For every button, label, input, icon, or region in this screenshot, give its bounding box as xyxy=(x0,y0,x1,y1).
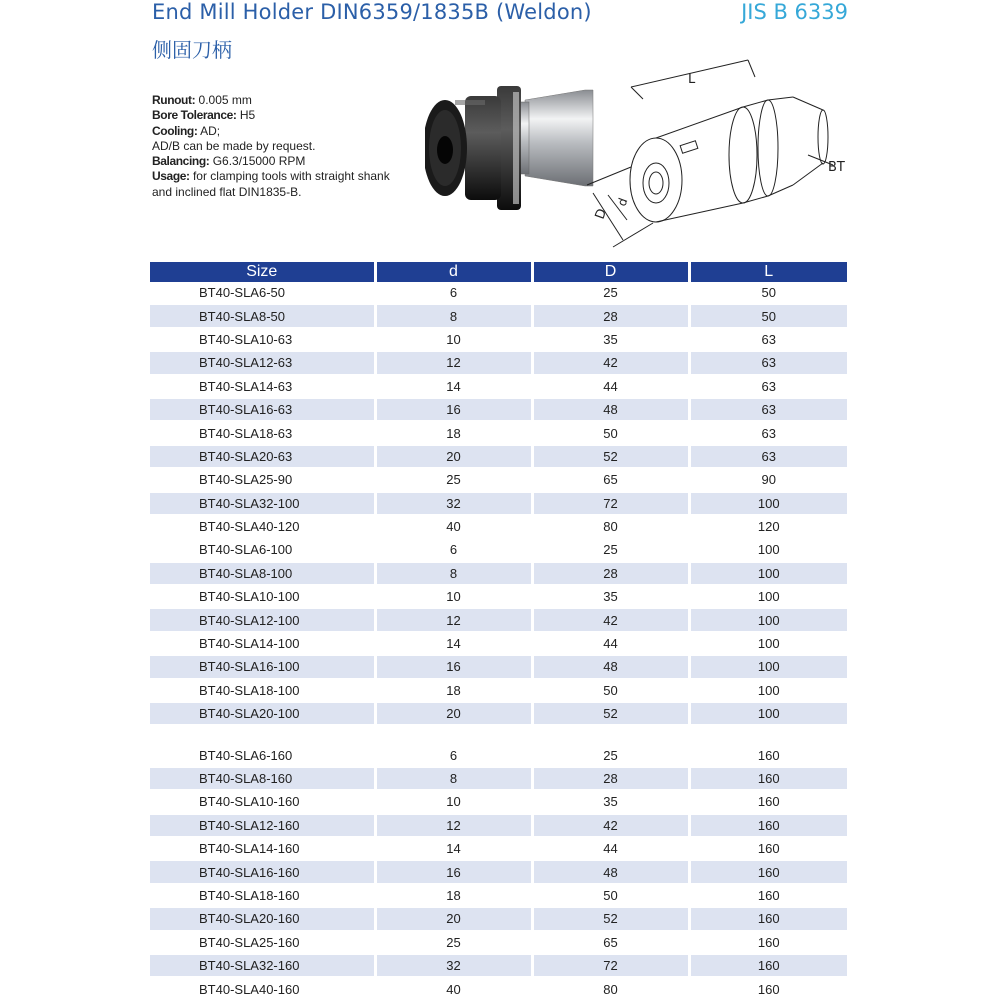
table-row xyxy=(150,977,847,1000)
cell-L: 100 xyxy=(689,585,847,608)
cell-L: 160 xyxy=(689,860,847,883)
cell-d: 18 xyxy=(375,884,532,907)
cell-D: 48 xyxy=(532,398,689,421)
cell-L: 160 xyxy=(689,743,847,766)
table-row xyxy=(150,743,847,766)
spec-usage: Usage: for clamping tools with straight shank and inclined flat DIN1835-B. xyxy=(152,169,390,199)
cell-L: 100 xyxy=(689,492,847,515)
table-row xyxy=(150,884,847,907)
cell-D: 65 xyxy=(532,468,689,491)
cell-L: 63 xyxy=(689,445,847,468)
col-header-size: Size xyxy=(150,262,375,282)
table-row xyxy=(150,767,847,790)
cell-size: BT40-SLA12-63 xyxy=(150,351,375,374)
cell-D: 50 xyxy=(532,884,689,907)
cell-size: BT40-SLA12-100 xyxy=(150,608,375,631)
cell-d: 8 xyxy=(375,562,532,585)
table-row xyxy=(150,954,847,977)
cell-d: 12 xyxy=(375,351,532,374)
cell-L: 63 xyxy=(689,351,847,374)
standard-label: JIS B 6339 xyxy=(741,0,848,24)
cell-d: 10 xyxy=(375,328,532,351)
cell-size: BT40-SLA25-160 xyxy=(150,931,375,954)
cell-D: 44 xyxy=(532,375,689,398)
cell-size: BT40-SLA20-100 xyxy=(150,702,375,725)
cell-size: BT40-SLA40-160 xyxy=(150,977,375,1000)
cell-D: 28 xyxy=(532,304,689,327)
table-row xyxy=(150,445,847,468)
cell-size: BT40-SLA14-100 xyxy=(150,632,375,655)
cell-d: 25 xyxy=(375,931,532,954)
cell-L: 63 xyxy=(689,375,847,398)
cell-size: BT40-SLA6-100 xyxy=(150,538,375,561)
cell-size: BT40-SLA6-160 xyxy=(150,743,375,766)
page-title: End Mill Holder DIN6359/1835B (Weldon) xyxy=(152,0,592,24)
cell-D: 42 xyxy=(532,814,689,837)
cell-L: 50 xyxy=(689,282,847,304)
table-row xyxy=(150,585,847,608)
cell-size: BT40-SLA18-100 xyxy=(150,679,375,702)
cell-d: 20 xyxy=(375,445,532,468)
cell-L: 100 xyxy=(689,538,847,561)
spec-list xyxy=(152,93,402,200)
cell-d: 6 xyxy=(375,743,532,766)
cell-size: BT40-SLA16-63 xyxy=(150,398,375,421)
cell-L: 90 xyxy=(689,468,847,491)
table-row xyxy=(150,562,847,585)
cell-L: 160 xyxy=(689,884,847,907)
cell-d: 14 xyxy=(375,375,532,398)
cell-size: BT40-SLA10-160 xyxy=(150,790,375,813)
cell-size: BT40-SLA12-160 xyxy=(150,814,375,837)
table-row xyxy=(150,837,847,860)
label-BT: BT xyxy=(828,160,845,175)
table-row xyxy=(150,304,847,327)
cell-L: 63 xyxy=(689,328,847,351)
table-row xyxy=(150,328,847,351)
spec-cooling: Cooling: AD; xyxy=(152,123,221,138)
table-row xyxy=(150,931,847,954)
spec-bore-tolerance: Bore Tolerance: H5 xyxy=(152,108,256,123)
table-row xyxy=(150,492,847,515)
cell-D: 80 xyxy=(532,977,689,1000)
cell-D: 52 xyxy=(532,702,689,725)
col-header-d: d xyxy=(375,262,532,282)
cell-D: 35 xyxy=(532,790,689,813)
table-row xyxy=(150,468,847,491)
table-row xyxy=(150,351,847,374)
cell-D: 50 xyxy=(532,421,689,444)
cell-size: BT40-SLA10-100 xyxy=(150,585,375,608)
cell-d: 40 xyxy=(375,515,532,538)
cell-d: 6 xyxy=(375,538,532,561)
table-row xyxy=(150,282,847,304)
cell-L: 160 xyxy=(689,767,847,790)
cell-d: 10 xyxy=(375,790,532,813)
cell-size: BT40-SLA14-160 xyxy=(150,837,375,860)
cell-D: 52 xyxy=(532,907,689,930)
cell-L: 120 xyxy=(689,515,847,538)
cell-d: 14 xyxy=(375,837,532,860)
cell-d: 12 xyxy=(375,814,532,837)
label-D: D xyxy=(592,206,611,222)
cell-d: 18 xyxy=(375,421,532,444)
cell-size: BT40-SLA16-100 xyxy=(150,655,375,678)
cell-L: 100 xyxy=(689,608,847,631)
table-row xyxy=(150,421,847,444)
table-row xyxy=(150,860,847,883)
table-row xyxy=(150,702,847,725)
cell-L: 160 xyxy=(689,837,847,860)
spec-runout: Runout: 0.005 mm xyxy=(152,93,252,107)
cell-D: 65 xyxy=(532,931,689,954)
table-row xyxy=(150,375,847,398)
cell-L: 160 xyxy=(689,954,847,977)
cell-size: BT40-SLA14-63 xyxy=(150,375,375,398)
cell-size: BT40-SLA8-160 xyxy=(150,767,375,790)
cell-size: BT40-SLA20-160 xyxy=(150,907,375,930)
cell-D: 48 xyxy=(532,655,689,678)
cell-D: 25 xyxy=(532,743,689,766)
label-L: L xyxy=(688,72,696,87)
cell-d: 32 xyxy=(375,954,532,977)
cell-L: 63 xyxy=(689,421,847,444)
cell-D: 44 xyxy=(532,837,689,860)
cell-L: 160 xyxy=(689,907,847,930)
table-row xyxy=(150,632,847,655)
cell-L: 100 xyxy=(689,562,847,585)
cell-D: 52 xyxy=(532,445,689,468)
cell-D: 28 xyxy=(532,562,689,585)
group-spacer xyxy=(150,725,847,743)
spacer-cell xyxy=(150,725,847,743)
cell-size: BT40-SLA18-160 xyxy=(150,884,375,907)
cell-d: 16 xyxy=(375,860,532,883)
cell-size: BT40-SLA16-160 xyxy=(150,860,375,883)
cell-d: 6 xyxy=(375,282,532,304)
cell-D: 28 xyxy=(532,767,689,790)
cell-L: 160 xyxy=(689,814,847,837)
cell-size: BT40-SLA6-50 xyxy=(150,282,375,304)
cell-size: BT40-SLA20-63 xyxy=(150,445,375,468)
size-table xyxy=(150,262,847,1002)
cell-d: 8 xyxy=(375,304,532,327)
cell-D: 35 xyxy=(532,328,689,351)
label-d: d xyxy=(614,196,631,209)
cell-d: 10 xyxy=(375,585,532,608)
page-subtitle-chinese: 侧固刀柄 xyxy=(152,38,232,62)
cell-L: 160 xyxy=(689,931,847,954)
table-row xyxy=(150,655,847,678)
cell-size: BT40-SLA32-100 xyxy=(150,492,375,515)
cell-d: 20 xyxy=(375,907,532,930)
cell-size: BT40-SLA25-90 xyxy=(150,468,375,491)
table-row xyxy=(150,538,847,561)
cell-size: BT40-SLA40-120 xyxy=(150,515,375,538)
cell-D: 25 xyxy=(532,282,689,304)
table-row xyxy=(150,608,847,631)
table-body xyxy=(150,282,847,1001)
cell-d: 20 xyxy=(375,702,532,725)
cell-d: 25 xyxy=(375,468,532,491)
cell-L: 100 xyxy=(689,632,847,655)
cell-d: 16 xyxy=(375,655,532,678)
table-row xyxy=(150,679,847,702)
cell-d: 32 xyxy=(375,492,532,515)
table-row xyxy=(150,515,847,538)
cell-size: BT40-SLA18-63 xyxy=(150,421,375,444)
table-row xyxy=(150,398,847,421)
cell-L: 100 xyxy=(689,679,847,702)
table-row xyxy=(150,790,847,813)
cell-D: 80 xyxy=(532,515,689,538)
cell-d: 16 xyxy=(375,398,532,421)
cell-L: 160 xyxy=(689,977,847,1000)
cell-D: 35 xyxy=(532,585,689,608)
cell-d: 18 xyxy=(375,679,532,702)
col-header-L: L xyxy=(689,262,847,282)
cell-D: 50 xyxy=(532,679,689,702)
cell-D: 42 xyxy=(532,608,689,631)
cell-L: 100 xyxy=(689,655,847,678)
cell-D: 42 xyxy=(532,351,689,374)
cell-size: BT40-SLA32-160 xyxy=(150,954,375,977)
table-header-row xyxy=(150,262,847,282)
cell-size: BT40-SLA10-63 xyxy=(150,328,375,351)
cell-size: BT40-SLA8-50 xyxy=(150,304,375,327)
cell-D: 48 xyxy=(532,860,689,883)
cell-d: 8 xyxy=(375,767,532,790)
cell-d: 40 xyxy=(375,977,532,1000)
cell-d: 12 xyxy=(375,608,532,631)
cell-D: 72 xyxy=(532,492,689,515)
cell-D: 72 xyxy=(532,954,689,977)
cell-L: 100 xyxy=(689,702,847,725)
spec-balancing: Balancing: G6.3/15000 RPM xyxy=(152,154,306,169)
cell-L: 160 xyxy=(689,790,847,813)
cell-d: 14 xyxy=(375,632,532,655)
table-row xyxy=(150,907,847,930)
cell-D: 25 xyxy=(532,538,689,561)
cell-L: 63 xyxy=(689,398,847,421)
cell-size: BT40-SLA8-100 xyxy=(150,562,375,585)
col-header-D: D xyxy=(532,262,689,282)
cell-D: 44 xyxy=(532,632,689,655)
table-row xyxy=(150,814,847,837)
spec-cooling-note: AD/B can be made by request. xyxy=(152,138,316,153)
dimension-diagram xyxy=(583,55,848,260)
cell-L: 50 xyxy=(689,304,847,327)
